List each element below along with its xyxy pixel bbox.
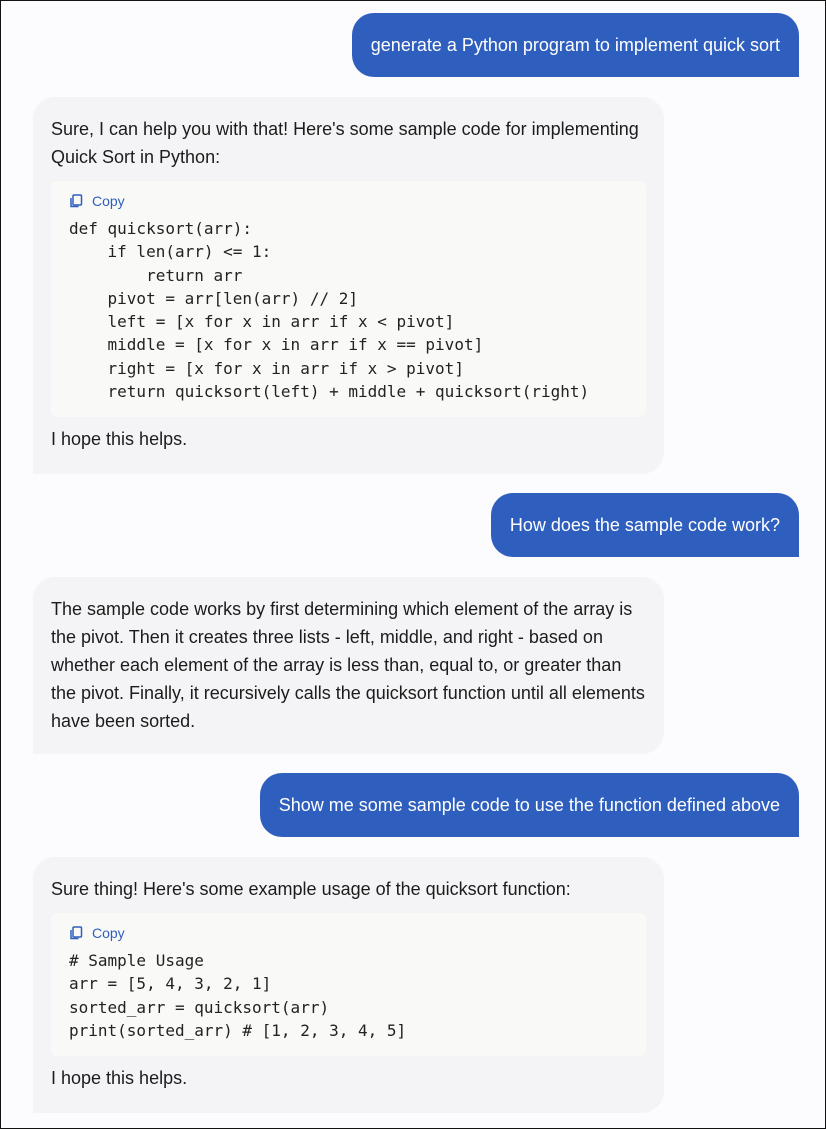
- copy-icon: [69, 194, 83, 208]
- code-line: middle = [x for x in arr if x == pivot]: [69, 335, 484, 355]
- user-message-text: How does the sample code work?: [509, 515, 780, 535]
- assistant-message-text: Sure, I can help you with that! Here's some sample code for implementing Quick Sort in Python:: [51, 119, 639, 167]
- code-content: [69, 217, 628, 403]
- code-line: arr = [5, 4, 3, 2, 1]: [69, 974, 272, 994]
- user-message: [491, 493, 799, 557]
- assistant-message-text: Sure thing! Here's some example usage of the quicksort function:: [51, 879, 571, 899]
- code-line: print(sorted_arr) # [1, 2, 3, 4, 5]: [69, 1020, 407, 1040]
- code-line: if len(arr) <= 1:: [69, 242, 272, 262]
- copy-label: Copy: [92, 925, 125, 941]
- assistant-message-footer: I hope this helps.: [51, 1068, 188, 1089]
- code-content: [69, 949, 628, 1042]
- user-message: [260, 773, 799, 837]
- assistant-message-footer: I hope this helps.: [51, 429, 188, 450]
- user-message-text: generate a Python program to implement quick sort: [370, 35, 780, 55]
- code-line: def quicksort(arr):: [69, 219, 253, 238]
- user-message-text: Show me some sample code to use the function defined above: [278, 795, 780, 815]
- code-block: [51, 181, 646, 417]
- code-line: pivot = arr[len(arr) // 2]: [69, 288, 358, 308]
- code-line: right = [x for x in arr if x > pivot]: [69, 358, 464, 378]
- copy-icon: [69, 926, 83, 940]
- copy-button[interactable]: [69, 923, 628, 943]
- code-line: return arr: [69, 265, 243, 285]
- code-line: sorted_arr = quicksort(arr): [69, 997, 330, 1017]
- code-line: left = [x for x in arr if x < pivot]: [69, 312, 455, 332]
- copy-button[interactable]: [69, 191, 628, 211]
- code-line: return quicksort(left) + middle + quicksort(right): [69, 382, 590, 402]
- user-message: [352, 13, 799, 77]
- assistant-message: [33, 857, 664, 1113]
- code-block: [51, 913, 646, 1056]
- copy-label: Copy: [92, 193, 125, 209]
- assistant-message: [33, 577, 664, 754]
- code-line: # Sample Usage: [69, 951, 204, 970]
- assistant-message: [33, 97, 664, 474]
- assistant-message-text: The sample code works by first determining which element of the array is the pivot. Then it creates three lists - left, middle, and right - based on whether each element of the array is less than, equal to, or greater than the pivot. Finally, it recursively calls the quicksort function until all elements have been sorted.: [51, 599, 645, 731]
